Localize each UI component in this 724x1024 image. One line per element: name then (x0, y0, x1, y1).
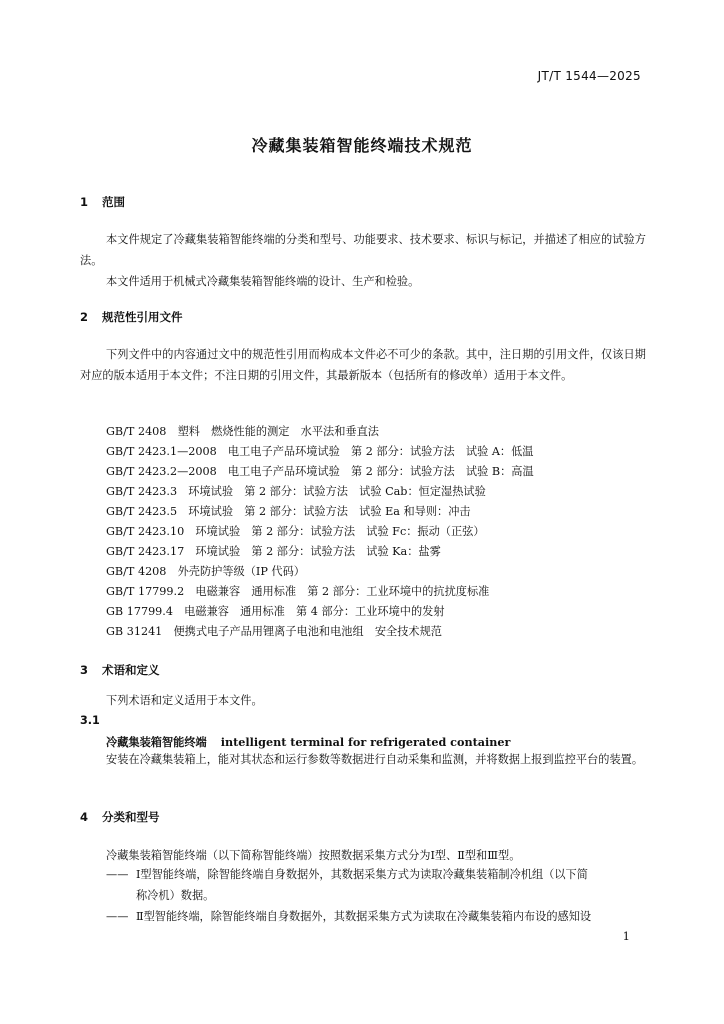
section-2-heading (80, 309, 183, 325)
section-title: 规范性引用文件 (102, 310, 183, 324)
document-title: 冷藏集装箱智能终端技术规范 (251, 136, 473, 155)
dash-marker: —— (106, 910, 129, 923)
reference-item: GB/T 2423.1—2008 电工电子产品环境试验 第 2 部分：试验方法 试验 A：低温 (106, 445, 534, 458)
section-number: 2 (80, 310, 89, 324)
reference-item: GB/T 2423.17 环境试验 第 2 部分：试验方法 试验 Ka：盐雾 (106, 545, 441, 558)
term-entry (106, 734, 510, 750)
list-item (106, 864, 646, 906)
section-1-heading (80, 194, 125, 210)
term-chinese: 冷藏集装箱智能终端 (106, 735, 207, 749)
reference-item: GB 17799.4 电磁兼容 通用标准 第 4 部分：工业环境中的发射 (106, 605, 445, 618)
term-definition: 安装在冷藏集装箱上，能对其状态和运行参数等数据进行自动采集和监测，并将数据上报到监控平台的装置。 (106, 753, 644, 766)
section-number: 1 (80, 195, 89, 209)
standard-code: JT/T 1544—2025 (537, 69, 641, 83)
section-title: 分类和型号 (102, 810, 160, 824)
term-number: 3.1 (80, 714, 100, 727)
reference-item: GB/T 2423.2—2008 电工电子产品环境试验 第 2 部分：试验方法 试验 B：高温 (106, 465, 534, 478)
scope-paragraph-2: 本文件适用于机械式冷藏集装箱智能终端的设计、生产和检验。 (106, 275, 420, 288)
normative-references-intro: 下列文件中的内容通过文中的规范性引用而构成本文件必不可少的条款。其中，注日期的引用文件，仅该日期对应的版本适用于本文件；不注日期的引用文件，其最新版本（包括所有的修改单）适用于本文件。 (80, 348, 646, 382)
list-item (106, 906, 646, 927)
section-number: 3 (80, 663, 89, 677)
reference-item: GB/T 2423.3 环境试验 第 2 部分：试验方法 试验 Cab：恒定湿热试验 (106, 485, 486, 498)
reference-item: GB/T 4208 外壳防护等级（IP 代码） (106, 565, 305, 578)
reference-item: GB/T 2423.10 环境试验 第 2 部分：试验方法 试验 Fc：振动（正弦） (106, 525, 485, 538)
scope-paragraph-1: 本文件规定了冷藏集装箱智能终端的分类和型号、功能要求、技术要求、标识与标记，并描述了相应的试验方法。 (80, 233, 646, 267)
list-item-text: Ⅰ型智能终端，除智能终端自身数据外，其数据采集方式为读取冷藏集装箱制冷机组（以下简 (136, 868, 588, 881)
page-number: 1 (622, 929, 630, 943)
section-title: 范围 (102, 195, 125, 209)
reference-item: GB/T 2408 塑料 燃烧性能的测定 水平法和垂直法 (106, 425, 379, 438)
list-item-continuation: 称冷机）数据。 (136, 889, 215, 902)
section-title: 术语和定义 (102, 663, 160, 677)
terms-intro: 下列术语和定义适用于本文件。 (106, 694, 263, 707)
list-item-text: Ⅱ型智能终端，除智能终端自身数据外，其数据采集方式为读取在冷藏集装箱内布设的感知设 (136, 910, 592, 923)
section-4-heading (80, 809, 160, 825)
classification-paragraph: 冷藏集装箱智能终端（以下简称智能终端）按照数据采集方式分为Ⅰ型、Ⅱ型和Ⅲ型。 (106, 849, 521, 862)
reference-item: GB/T 17799.2 电磁兼容 通用标准 第 2 部分：工业环境中的抗扰度标准 (106, 585, 490, 598)
reference-item: GB/T 2423.5 环境试验 第 2 部分：试验方法 试验 Ea 和导则：冲击 (106, 505, 471, 518)
section-number: 4 (80, 810, 89, 824)
dash-marker: —— (106, 868, 129, 881)
term-english: intelligent terminal for refrigerated container (220, 735, 511, 749)
section-3-heading (80, 662, 160, 678)
reference-item: GB 31241 便携式电子产品用锂离子电池和电池组 安全技术规范 (106, 625, 442, 638)
